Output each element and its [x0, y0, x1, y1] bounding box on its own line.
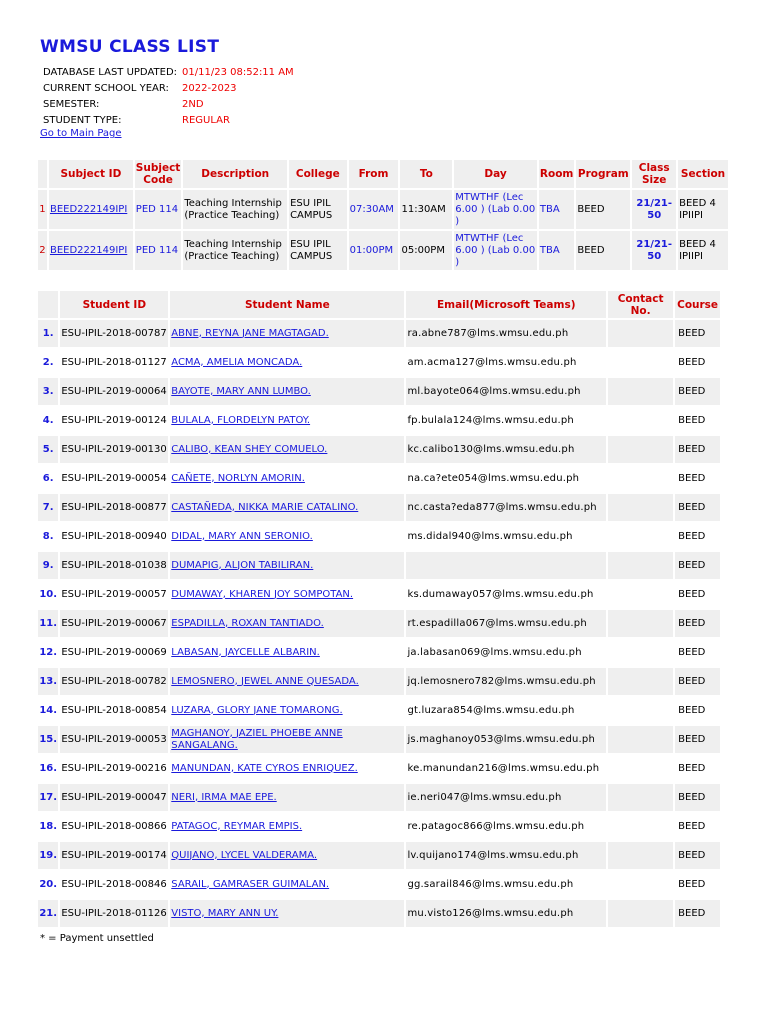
student-number: 17.	[38, 784, 58, 811]
subject-col-header: Subject Code	[135, 162, 181, 186]
student-course: BEED	[675, 610, 720, 637]
student-number: 18.	[38, 813, 58, 840]
student-number: 5.	[38, 436, 58, 463]
student-col-header: Email(Microsoft Teams)	[406, 291, 606, 318]
student-email: re.patagoc866@lms.wmsu.edu.ph	[406, 813, 606, 840]
subject-day: MTWTHF (Lec 6.00 ) (Lab 0.00 )	[454, 231, 537, 270]
table-row	[38, 523, 720, 550]
student-course: BEED	[675, 436, 720, 463]
student-email: lv.quijano174@lms.wmsu.edu.ph	[406, 842, 606, 869]
student-id: ESU-IPIL-2018-00846	[60, 871, 168, 898]
student-number: 14.	[38, 697, 58, 724]
student-id: ESU-IPIL-2018-00866	[60, 813, 168, 840]
student-number: 10.	[38, 581, 58, 608]
subject-program: BEED	[576, 190, 630, 229]
table-row	[38, 378, 720, 405]
student-id: ESU-IPIL-2019-00054	[60, 465, 168, 492]
table-row	[38, 784, 720, 811]
student-name-link[interactable]: LUZARA, GLORY JANE TOMARONG.	[170, 697, 404, 724]
subject-to: 11:30AM	[400, 190, 452, 229]
table-row	[38, 871, 720, 898]
subject-program: BEED	[576, 231, 630, 270]
subject-col-header: College	[289, 160, 347, 188]
student-name-link[interactable]: DUMAWAY, KHAREN JOY SOMPOTAN.	[170, 581, 404, 608]
table-row	[38, 349, 720, 376]
student-email: ke.manundan216@lms.wmsu.edu.ph	[406, 755, 606, 782]
student-contact	[608, 755, 673, 782]
table-row	[38, 697, 720, 724]
student-id: ESU-IPIL-2019-00174	[60, 842, 168, 869]
student-number: 20.	[38, 871, 58, 898]
student-course: BEED	[675, 668, 720, 695]
student-email: am.acma127@lms.wmsu.edu.ph	[406, 349, 606, 376]
student-course: BEED	[675, 407, 720, 434]
student-name-link[interactable]: ABNE, REYNA JANE MAGTAGAD.	[170, 320, 404, 347]
student-contact	[608, 320, 673, 347]
subject-from: 01:00PM	[349, 231, 399, 270]
student-number: 21.	[38, 900, 58, 927]
student-email: ja.labasan069@lms.wmsu.edu.ph	[406, 639, 606, 666]
student-name-link[interactable]: ESPADILLA, ROXAN TANTIADO.	[170, 610, 404, 637]
student-course: BEED	[675, 320, 720, 347]
subject-col-header: To	[400, 160, 452, 188]
payment-note: * = Payment unsettled	[40, 933, 154, 944]
student-name-link[interactable]: PATAGOC, REYMAR EMPIS.	[170, 813, 404, 840]
student-email: rt.espadilla067@lms.wmsu.edu.ph	[406, 610, 606, 637]
student-id: ESU-IPIL-2018-00854	[60, 697, 168, 724]
info-label: DATABASE LAST UPDATED:	[43, 66, 178, 78]
subject-description: Teaching Internship (Practice Teaching)	[183, 190, 287, 229]
info-value: 2ND	[182, 98, 204, 110]
subject-table	[36, 158, 730, 272]
subject-col-header: Program	[576, 160, 630, 188]
student-number: 19.	[38, 842, 58, 869]
table-row	[38, 436, 720, 463]
info-row	[40, 64, 297, 80]
student-id: ESU-IPIL-2019-00069	[60, 639, 168, 666]
student-table	[36, 289, 722, 929]
subject-col-header	[38, 160, 47, 188]
subject-room: TBA	[539, 190, 574, 229]
subject-class-size: 21/21-50	[632, 190, 676, 229]
subject-id-link[interactable]: BEED222149IPI	[49, 231, 133, 270]
student-id: ESU-IPIL-2018-01038	[60, 552, 168, 579]
student-contact	[608, 378, 673, 405]
student-name-link[interactable]: SARAIL, GAMRASER GUIMALAN.	[170, 871, 404, 898]
info-label: CURRENT SCHOOL YEAR:	[43, 82, 169, 94]
student-email: js.maghanoy053@lms.wmsu.edu.ph	[406, 726, 606, 753]
student-id: ESU-IPIL-2019-00057	[60, 581, 168, 608]
table-row	[38, 668, 720, 695]
table-row	[38, 639, 720, 666]
subject-row	[38, 190, 728, 229]
student-name-link[interactable]: MANUNDAN, KATE CYROS ENRIQUEZ.	[170, 755, 404, 782]
student-course: BEED	[675, 900, 720, 927]
student-course: BEED	[675, 813, 720, 840]
student-course: BEED	[675, 871, 720, 898]
student-course: BEED	[675, 465, 720, 492]
student-id: ESU-IPIL-2018-00782	[60, 668, 168, 695]
subject-code: PED 114	[135, 231, 182, 270]
student-contact	[608, 784, 673, 811]
subject-description: Teaching Internship (Practice Teaching)	[183, 231, 287, 270]
student-email: ks.dumaway057@lms.wmsu.edu.ph	[406, 581, 606, 608]
student-email: nc.casta?eda877@lms.wmsu.edu.ph	[406, 494, 606, 521]
subject-section: BEED 4 IPIIPI	[678, 231, 728, 270]
table-row	[38, 320, 720, 347]
subject-row-number: 1	[38, 190, 47, 229]
student-id: ESU-IPIL-2019-00047	[60, 784, 168, 811]
student-number: 3.	[38, 378, 58, 405]
subject-from: 07:30AM	[349, 190, 399, 229]
student-course: BEED	[675, 378, 720, 405]
student-name-link[interactable]: LABASAN, JAYCELLE ALBARIN.	[170, 639, 404, 666]
student-email: ie.neri047@lms.wmsu.edu.ph	[406, 784, 606, 811]
student-course: BEED	[675, 842, 720, 869]
table-row	[38, 755, 720, 782]
page-title: WMSU CLASS LIST	[40, 37, 220, 57]
student-number: 6.	[38, 465, 58, 492]
table-row	[38, 726, 720, 753]
student-number: 15.	[38, 726, 58, 753]
student-email: gt.luzara854@lms.wmsu.edu.ph	[406, 697, 606, 724]
subject-to: 05:00PM	[400, 231, 452, 270]
student-contact	[608, 349, 673, 376]
table-row	[38, 581, 720, 608]
info-row	[40, 112, 297, 128]
student-contact	[608, 900, 673, 927]
student-course: BEED	[675, 755, 720, 782]
subject-class-size: 21/21-50	[632, 231, 676, 270]
subject-col-header: Section	[678, 160, 728, 188]
student-id: ESU-IPIL-2019-00130	[60, 436, 168, 463]
student-contact	[608, 697, 673, 724]
subject-row	[38, 231, 728, 270]
student-course: BEED	[675, 697, 720, 724]
table-row	[38, 842, 720, 869]
student-number: 12.	[38, 639, 58, 666]
student-name-link[interactable]: LEMOSNERO, JEWEL ANNE QUESADA.	[170, 668, 404, 695]
student-course: BEED	[675, 552, 720, 579]
student-id: ESU-IPIL-2018-00940	[60, 523, 168, 550]
student-name-link[interactable]: ACMA, AMELIA MONCADA.	[170, 349, 404, 376]
student-email: ra.abne787@lms.wmsu.edu.ph	[406, 320, 606, 347]
table-row	[38, 552, 720, 579]
student-col-header: Student ID	[60, 291, 168, 318]
student-number: 2.	[38, 349, 58, 376]
student-id: ESU-IPIL-2018-00877	[60, 494, 168, 521]
student-number: 11.	[38, 610, 58, 637]
student-course: BEED	[675, 523, 720, 550]
student-course: BEED	[675, 349, 720, 376]
table-row	[38, 465, 720, 492]
student-email	[406, 552, 606, 579]
student-id: ESU-IPIL-2019-00124	[60, 407, 168, 434]
student-course: BEED	[675, 726, 720, 753]
student-contact	[608, 668, 673, 695]
student-contact	[608, 871, 673, 898]
student-contact	[608, 465, 673, 492]
student-name-link[interactable]: CASTAÑEDA, NIKKA MARIE CATALINO.	[170, 494, 404, 521]
student-id: ESU-IPIL-2018-00787	[60, 320, 168, 347]
student-contact	[608, 523, 673, 550]
main-page-link[interactable]: Go to Main Page	[40, 128, 122, 139]
subject-col-header: Description	[183, 160, 287, 188]
student-name-link[interactable]: BULALA, FLORDELYN PATOY.	[170, 407, 404, 434]
student-col-header	[38, 291, 58, 318]
student-col-header: Student Name	[170, 291, 404, 318]
student-number: 9.	[38, 552, 58, 579]
info-value: 2022-2023	[182, 82, 237, 94]
student-contact	[608, 842, 673, 869]
subject-col-header: Subject ID	[49, 160, 133, 188]
info-table	[40, 64, 297, 128]
student-course: BEED	[675, 494, 720, 521]
student-name-link[interactable]: DUMAPIG, ALJON TABILIRAN.	[170, 552, 404, 579]
student-name-link[interactable]: CALIBO, KEAN SHEY COMUELO.	[170, 436, 404, 463]
student-id: ESU-IPIL-2019-00216	[60, 755, 168, 782]
subject-row-number: 2	[38, 231, 47, 270]
subject-section: BEED 4 IPIIPI	[678, 190, 728, 229]
student-contact	[608, 407, 673, 434]
student-email: na.ca?ete054@lms.wmsu.edu.ph	[406, 465, 606, 492]
student-contact	[608, 494, 673, 521]
info-row	[40, 96, 297, 112]
student-contact	[608, 726, 673, 753]
student-number: 4.	[38, 407, 58, 434]
student-name-link[interactable]: BAYOTE, MARY ANN LUMBO.	[170, 378, 404, 405]
subject-col-header: Room	[539, 160, 574, 188]
student-email: kc.calibo130@lms.wmsu.edu.ph	[406, 436, 606, 463]
student-number: 13.	[38, 668, 58, 695]
student-course: BEED	[675, 581, 720, 608]
subject-room: TBA	[539, 231, 574, 270]
table-row	[38, 407, 720, 434]
info-label: SEMESTER:	[43, 98, 100, 110]
student-id: ESU-IPIL-2019-00067	[60, 610, 168, 637]
subject-college: ESU IPIL CAMPUS	[289, 231, 347, 270]
student-email: jq.lemosnero782@lms.wmsu.edu.ph	[406, 668, 606, 695]
subject-day: MTWTHF (Lec 6.00 ) (Lab 0.00 )	[454, 190, 537, 229]
student-name-link[interactable]: CAÑETE, NORLYN AMORIN.	[170, 465, 404, 492]
student-email: gg.sarail846@lms.wmsu.edu.ph	[406, 871, 606, 898]
student-name-link[interactable]: VISTO, MARY ANN UY.	[170, 900, 404, 927]
subject-col-header: Class Size	[632, 160, 676, 188]
student-number: 16.	[38, 755, 58, 782]
student-name-link[interactable]: QUIJANO, LYCEL VALDERAMA.	[170, 842, 404, 869]
subject-college: ESU IPIL CAMPUS	[289, 190, 347, 229]
student-contact	[608, 813, 673, 840]
student-number: 1.	[38, 320, 58, 347]
info-value: 01/11/23 08:52:11 AM	[182, 66, 294, 78]
student-col-header: Course	[675, 291, 720, 318]
table-row	[38, 610, 720, 637]
student-contact	[608, 639, 673, 666]
student-name-link[interactable]: MAGHANOY, JAZIEL PHOEBE ANNE SANGALANG.	[170, 726, 404, 753]
table-row	[38, 900, 720, 927]
student-contact	[608, 436, 673, 463]
info-row	[40, 80, 297, 96]
student-contact	[608, 610, 673, 637]
student-course: BEED	[675, 784, 720, 811]
subject-col-header: From	[349, 160, 399, 188]
table-row	[38, 813, 720, 840]
student-id: ESU-IPIL-2019-00064	[60, 378, 168, 405]
student-id: ESU-IPIL-2018-01127	[60, 349, 168, 376]
student-number: 7.	[38, 494, 58, 521]
student-contact	[608, 581, 673, 608]
student-email: mu.visto126@lms.wmsu.edu.ph	[406, 900, 606, 927]
student-email: ml.bayote064@lms.wmsu.edu.ph	[406, 378, 606, 405]
student-email: fp.bulala124@lms.wmsu.edu.ph	[406, 407, 606, 434]
student-contact	[608, 552, 673, 579]
student-email: ms.didal940@lms.wmsu.edu.ph	[406, 523, 606, 550]
subject-id-link[interactable]: BEED222149IPI	[49, 190, 133, 229]
student-course: BEED	[675, 639, 720, 666]
table-row	[38, 494, 720, 521]
student-name-link[interactable]: DIDAL, MARY ANN SERONIO.	[170, 523, 404, 550]
subject-col-header: Day	[454, 160, 537, 188]
student-col-header: Contact No.	[608, 291, 673, 318]
student-number: 8.	[38, 523, 58, 550]
student-id: ESU-IPIL-2019-00053	[60, 726, 168, 753]
info-label: STUDENT TYPE:	[43, 114, 122, 126]
student-name-link[interactable]: NERI, IRMA MAE EPE.	[170, 784, 404, 811]
student-id: ESU-IPIL-2018-01126	[60, 900, 168, 927]
subject-code: PED 114	[135, 190, 182, 229]
info-value: REGULAR	[182, 114, 230, 126]
